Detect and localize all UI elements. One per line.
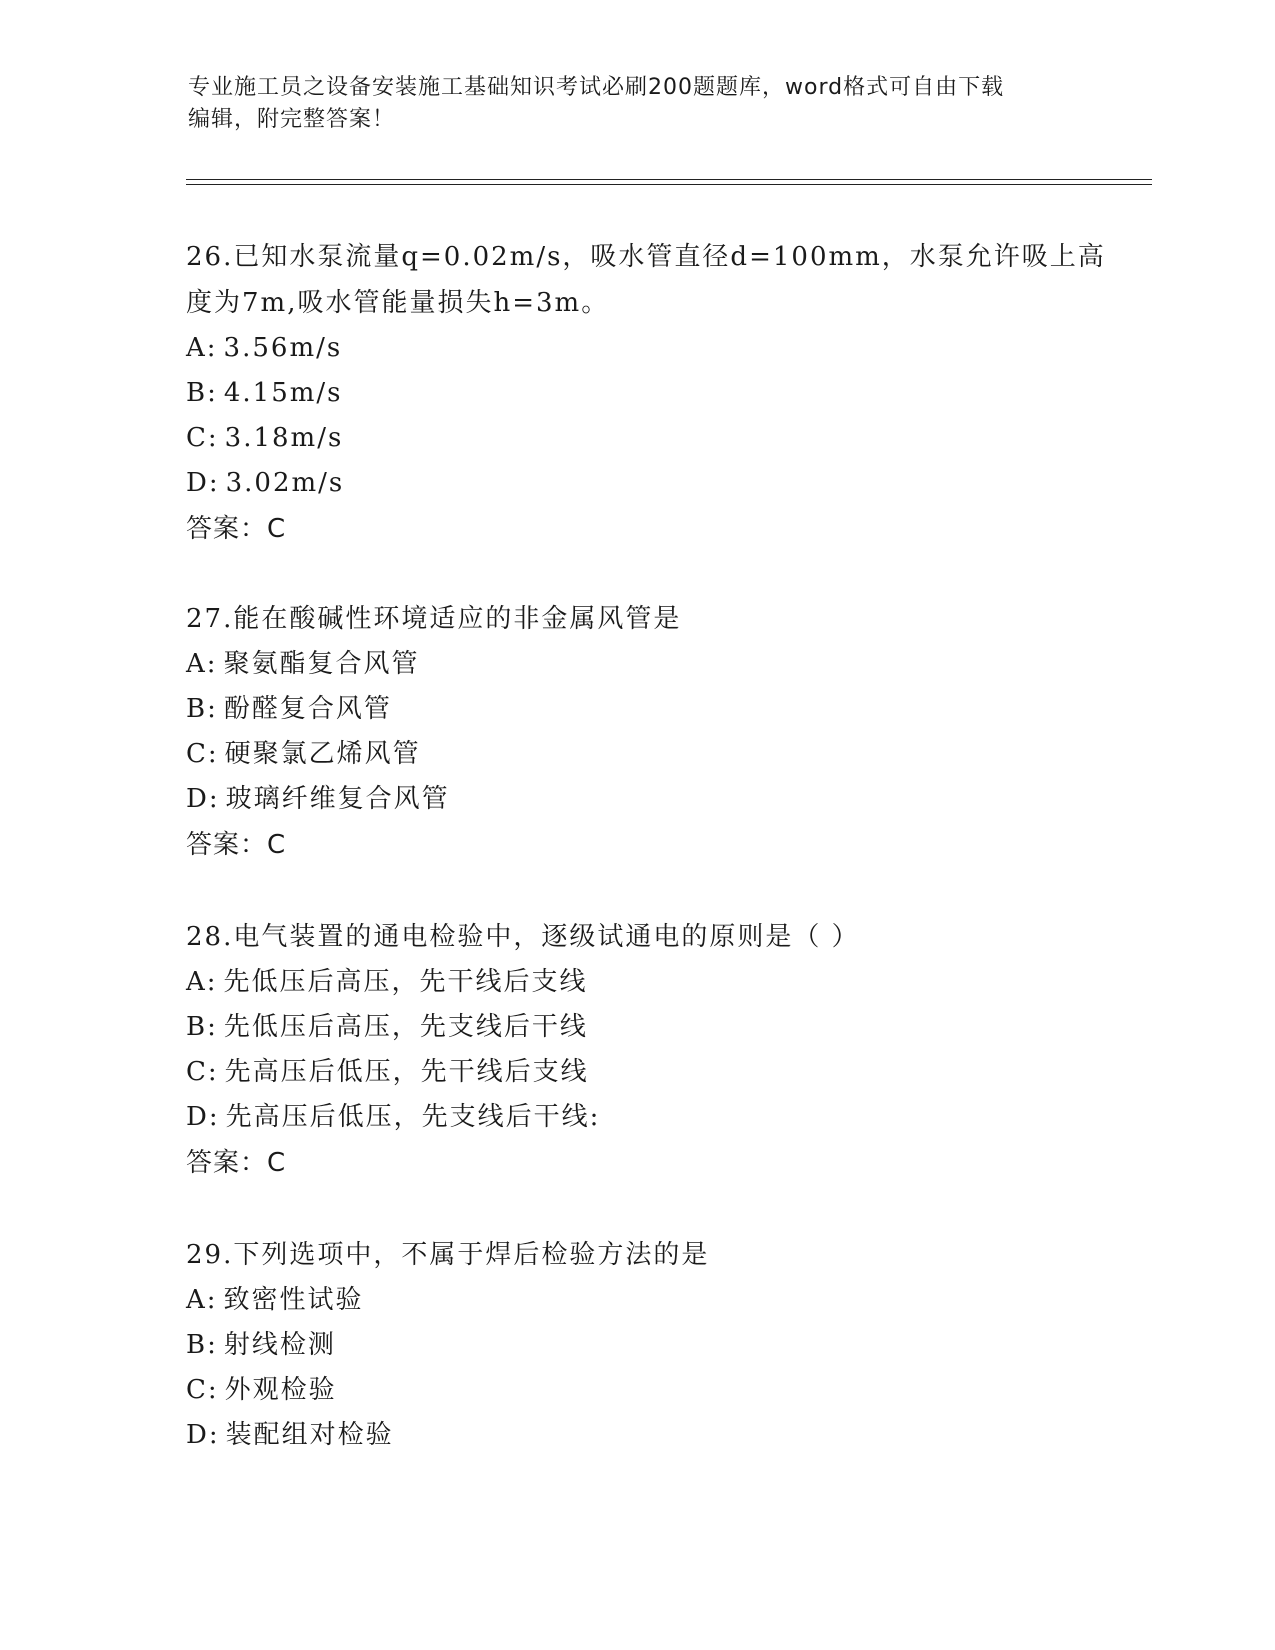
option-c — [186, 1368, 1086, 1413]
option-letter: D: — [186, 784, 220, 814]
option-letter: B: — [186, 378, 218, 408]
option-c — [186, 416, 1086, 461]
option-letter: A: — [186, 649, 218, 679]
option-letter: B: — [186, 1330, 218, 1360]
option-text: 酚醛复合风管 — [223, 694, 392, 724]
option-text: 先高压后低压，先支线后干线: — [225, 1102, 601, 1132]
header-line-1: 专业施工员之设备安装施工基础知识考试必刷200题题库，word格式可自由下载 — [188, 75, 1005, 100]
option-c — [186, 732, 1086, 777]
option-a — [186, 960, 1086, 1005]
option-c — [186, 1050, 1086, 1095]
option-text: 先低压后高压，先支线后干线 — [223, 1012, 588, 1042]
option-d — [186, 1095, 1086, 1140]
question-27 — [186, 596, 1086, 868]
option-text: 硬聚氯乙烯风管 — [224, 739, 421, 769]
option-a — [186, 326, 1086, 371]
option-text: 3.56m/s — [223, 333, 343, 363]
option-b — [186, 1005, 1086, 1050]
option-text: 先高压后低压，先干线后支线 — [224, 1057, 589, 1087]
question-26 — [186, 234, 1106, 552]
option-letter: C: — [186, 423, 219, 453]
header-line-2: 编辑，附完整答案！ — [188, 107, 396, 132]
question-29 — [186, 1232, 1086, 1458]
option-letter: B: — [186, 694, 218, 724]
question-stem-line: 29.下列选项中，不属于焊后检验方法的是 — [186, 1240, 710, 1270]
question-stem-line: 26.已知水泵流量q=0.02m/s，吸水管直径d=100mm，水泵允许吸上高 — [186, 242, 1106, 272]
option-letter: A: — [186, 1285, 218, 1315]
option-b — [186, 687, 1086, 732]
option-letter: D: — [186, 1102, 220, 1132]
option-text: 致密性试验 — [223, 1285, 364, 1315]
option-letter: A: — [186, 333, 218, 363]
option-letter: D: — [186, 468, 220, 498]
question-stem-line: 28.电气装置的通电检验中，逐级试通电的原则是（ ） — [186, 922, 860, 952]
option-text: 4.15m/s — [223, 378, 343, 408]
option-text: 先低压后高压，先干线后支线 — [223, 967, 588, 997]
option-a — [186, 642, 1086, 687]
option-letter: C: — [186, 1057, 219, 1087]
question-28 — [186, 914, 1086, 1186]
option-text: 装配组对检验 — [225, 1420, 394, 1450]
question-stem-line: 27.能在酸碱性环境适应的非金属风管是 — [186, 604, 682, 634]
option-text: 3.18m/s — [224, 423, 344, 453]
header-divider-top — [186, 179, 1152, 180]
option-d — [186, 461, 1086, 506]
option-letter: B: — [186, 1012, 218, 1042]
option-text: 玻璃纤维复合风管 — [225, 784, 450, 814]
option-text: 聚氨酯复合风管 — [223, 649, 420, 679]
question-stem-line: 度为7m,吸水管能量损失h=3m。 — [186, 288, 610, 318]
option-b — [186, 1323, 1086, 1368]
option-letter: C: — [186, 739, 219, 769]
option-b — [186, 371, 1086, 416]
header-divider-bottom — [186, 184, 1152, 185]
option-letter: A: — [186, 967, 218, 997]
option-text: 外观检验 — [224, 1375, 337, 1405]
option-letter: D: — [186, 1420, 220, 1450]
option-text: 射线检测 — [223, 1330, 336, 1360]
option-d — [186, 1413, 1086, 1458]
document-header — [188, 72, 1088, 136]
option-text: 3.02m/s — [225, 468, 345, 498]
option-letter: C: — [186, 1375, 219, 1405]
answer-line: 答案：C — [186, 830, 287, 860]
answer-line: 答案：C — [186, 514, 287, 544]
option-a — [186, 1278, 1086, 1323]
answer-line: 答案：C — [186, 1148, 287, 1178]
option-d — [186, 777, 1086, 822]
